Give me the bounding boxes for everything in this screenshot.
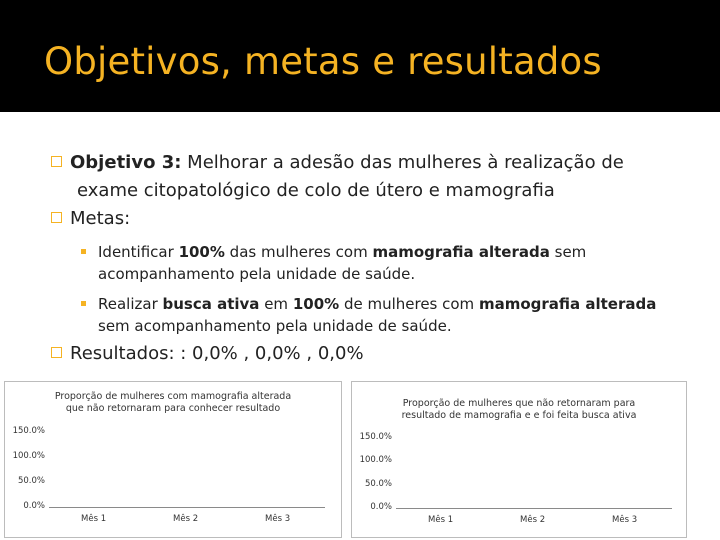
objective-text-1: Melhorar a adesão das mulheres à realização de: [181, 152, 624, 173]
meta-1-bold-b: mamografia alterada: [372, 243, 550, 261]
chart-right: [351, 381, 687, 538]
chart-left-x-label: Mês 1: [81, 514, 107, 524]
meta-2-text-c: de mulheres com: [339, 295, 479, 313]
meta-1-text-b: das mulheres com: [224, 243, 373, 261]
chart-right-title-line1: Proporção de mulheres que não retornaram para: [402, 398, 636, 409]
chart-right-x-label: Mês 2: [520, 515, 546, 525]
chart-right-y-tick: 0.0%: [370, 502, 392, 512]
resultados-line: [51, 343, 364, 364]
chart-left-title: [5, 391, 341, 415]
meta-2-bold-b: 100%: [292, 295, 340, 313]
chart-right-title-line2: resultado de mamografia e e foi feita busca ativa: [401, 410, 637, 421]
chart-right-x-label: Mês 1: [428, 515, 454, 525]
chart-left-y-tick: 100.0%: [12, 451, 45, 461]
objective-line-2: exame citopatológico de colo de útero e mamografia: [77, 180, 555, 201]
resultados-text: Resultados: : 0,0% , 0,0% , 0,0%: [70, 343, 364, 364]
meta-2-bold-c: mamografia alterada: [478, 295, 657, 313]
square-bullet-icon: [81, 249, 86, 254]
metas-label: Metas:: [70, 208, 131, 229]
meta-2-text-a: Realizar: [98, 295, 163, 313]
objective-label: Objetivo 3:: [70, 152, 182, 173]
meta-item-2: [84, 293, 694, 337]
chart-left-y-tick: 0.0%: [23, 501, 45, 511]
chart-left-title-line1: Proporção de mulheres com mamografia alterada: [54, 391, 292, 402]
chart-left-y-tick: 50.0%: [17, 476, 45, 486]
objective-line: [51, 152, 624, 173]
meta-1-bold-a: 100%: [178, 243, 225, 261]
meta-2-text-b: em: [259, 295, 293, 313]
chart-right-x-axis: [396, 508, 672, 509]
meta-2-text-d: sem acompanhamento pela unidade de saúde.: [98, 317, 452, 335]
meta-1-text-c: sem: [549, 243, 587, 261]
meta-2-bold-a: busca ativa: [162, 295, 260, 313]
chart-right-y-tick: 150.0%: [359, 432, 392, 442]
bullet-box-icon: [51, 347, 62, 358]
chart-left-x-label: Mês 3: [265, 514, 291, 524]
title-bar: [0, 0, 720, 112]
chart-left-y-tick: 150.0%: [12, 426, 45, 436]
chart-right-y-tick: 100.0%: [359, 455, 392, 466]
meta-item-1: [84, 241, 694, 285]
metas-line: [51, 208, 130, 229]
square-bullet-icon: [81, 301, 86, 306]
chart-left-x-axis: [49, 507, 325, 508]
chart-right-title: [352, 398, 686, 422]
meta-1-text-a: Identificar: [98, 243, 179, 261]
chart-right-y-tick: 50.0%: [364, 478, 392, 489]
chart-left-title-line2: que não retornaram para conhecer resultado: [65, 403, 281, 414]
bullet-box-icon: [51, 156, 62, 167]
chart-left-x-label: Mês 2: [173, 514, 199, 524]
bullet-box-icon: [51, 212, 62, 223]
meta-1-text-d: acompanhamento pela unidade de saúde.: [98, 265, 416, 283]
slide-title: Objetivos, metas e resultados: [44, 40, 602, 83]
chart-left: [4, 381, 342, 538]
chart-right-x-label: Mês 3: [612, 515, 638, 525]
